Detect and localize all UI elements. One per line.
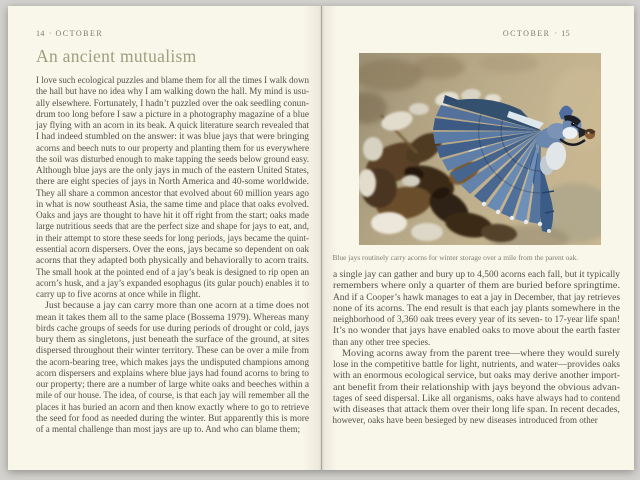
text-line: Although blue jays are the only jays in much of the eastern United States, [36, 165, 309, 176]
text-line: none of its acorns. The end result is that each jay plants somewhere in the [332, 302, 620, 313]
text-line: acorn dispersers and explains where blue jays had found acorns to bring to [36, 367, 309, 378]
right-page-number: 15 [561, 29, 570, 38]
header-separator: · [48, 29, 52, 38]
text-line: neighborhood of 3,360 oak trees every year of its seven- to 17-year life span! [332, 314, 620, 325]
text-line: places it has buried an acorn and then know exactly where to go to retrieve [36, 401, 309, 412]
right-text-column [333, 269, 620, 427]
left-running-head [36, 29, 103, 38]
text-line: essential acorn dispersers. Over the eons, jays became so dependent on oak [36, 243, 309, 254]
text-line: Moving acorns away from the parent tree—where they would surely [341, 347, 620, 358]
text-line: It’s no wonder that jays have enabled oaks to move about the earth faster [332, 325, 620, 336]
text-line: And if a Cooper’s hawk manages to eat a jay in December, that jay retrieves [332, 291, 620, 302]
text-line: They all share a common ancestor that evolved about 60 million years ago [36, 187, 309, 198]
text-line: drum too long before I saw a picture in a photography magazine of a blue [36, 108, 309, 119]
left-page [8, 6, 322, 470]
text-line: Oaks and jays are thought to have hit it off right from the start; oaks made [36, 210, 309, 221]
text-line: ant benefit from their relationship with jays beyond the obvious advan- [332, 381, 620, 392]
right-running-head [503, 29, 570, 38]
left-text-column [36, 75, 309, 436]
text-line: with an enormous ecological service, but oaks may derive another import- [332, 370, 620, 381]
text-line: dispersed throughout their winter territory. These can be over a mile from [36, 345, 309, 356]
text-line: birds cache groups of seeds for use during periods of drought or cold, jays [36, 322, 309, 333]
blue-jay-photo [359, 53, 601, 245]
text-line: I love such ecological puzzles and blame them for all the times I walk down [36, 75, 309, 85]
text-line: I had indeed stumbled on the answer: it was blue jays that were bringing [36, 131, 309, 142]
left-page-number: 14 [36, 29, 45, 38]
blue-jay-photo-illustration [359, 53, 601, 245]
text-line: large nutritious seeds that are the perfect size and shape for jays to eat, and, [36, 221, 309, 232]
text-line: remembers where only a quarter of them are buried before springtime. [332, 280, 620, 291]
text-line: the acorn-bearing tree, which makes jays the undisputed champions among [36, 356, 309, 367]
text-line: tages of seed dispersal. Like all organisms, oaks have always had to contend [332, 392, 620, 403]
text-line: acorns and beech nuts to our property and planting them for us everywhere [36, 142, 309, 153]
text-line: in what is now southeast Asia, the same time and place that oaks evolved. [36, 198, 309, 209]
text-line: carry up to five acorns at once while in flight. [36, 289, 201, 300]
text-line: in their attempt to store these seeds for long periods, jays became the quint- [36, 232, 309, 243]
text-line: Just because a jay can carry more than one acorn at a time does not [45, 300, 309, 311]
photo-caption [333, 253, 620, 263]
text-line: acorns that they adapted both physically and behaviorally to acorn traits. [36, 255, 309, 266]
text-line: there are eight species of jays in North America and 40-some worldwide. [36, 176, 309, 187]
text-line: a single jay can gather and bury up to 4,500 acorns each fall, but it typically [332, 269, 620, 279]
text-line: the hall but have no idea why I am walking down the hall. My mind is usu- [36, 86, 309, 97]
text-line: bury them as singletons, just beneath the surface of the ground, at sites [36, 334, 309, 345]
text-line: with diseases that attack them over their long life span. In recent decades, [332, 404, 620, 415]
photo-caption-text: Blue jays routinely carry acorns for winter storage over a mile from the parent oak. [332, 253, 579, 262]
text-line: our property; there are a number of large white oaks and beeches within a [36, 379, 309, 390]
right-page-month: OCTOBER [502, 29, 551, 38]
right-page [322, 6, 635, 470]
text-line: mean it takes them all to the same place (Bossema 1979). Whereas many [36, 311, 309, 322]
left-page-month: OCTOBER [55, 29, 104, 38]
text-line: of a mental challenge than most jays are up to. And who can blame them; [36, 424, 301, 435]
text-line: jay flying with an acorn in its beak. A quick literature search revealed that [36, 120, 309, 131]
text-line: than any other tree species. [332, 336, 431, 347]
text-line: acorn’s husk, and a jay’s expanded esophagus (its gular pouch) enables it to [36, 277, 309, 288]
book-spread [8, 6, 634, 470]
text-line: mile of our house. The idea, of course, is that each jay will remember all the [36, 390, 309, 401]
header-separator: · [554, 29, 558, 38]
text-line: however, oaks have been besieged by new diseases introduced from other [332, 415, 598, 426]
text-line: lose in the competitive battle for light, nutrients, and water—provides oaks [332, 359, 620, 370]
text-line: The small hook at the pointed end of a jay’s beak is designed to rip open an [36, 266, 309, 277]
text-line: ally elsewhere. Fortunately, I hadn’t puzzled over the oak seedling conun- [36, 97, 309, 108]
text-line: the soil was disturbed enough to make tapping the seeds below ground easy. [36, 153, 309, 164]
chapter-title: An ancient mutualism [36, 46, 197, 66]
text-line: the seed for food as needed during the winter. But apparently this is more [36, 412, 309, 423]
